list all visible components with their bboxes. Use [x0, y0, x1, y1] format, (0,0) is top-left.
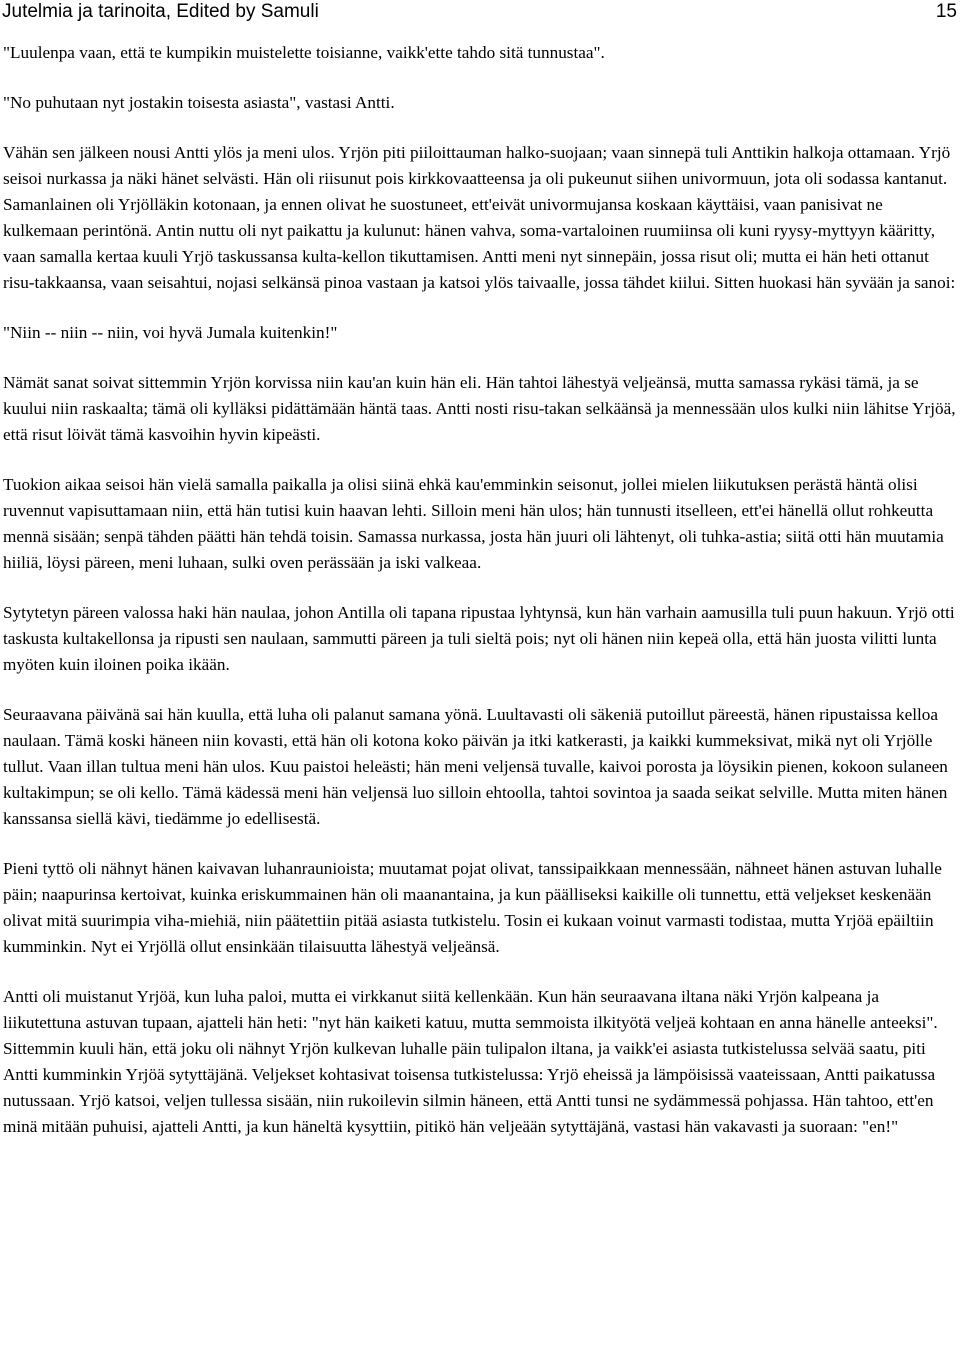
paragraph: Antti oli muistanut Yrjöä, kun luha paloi, mutta ei virkkanut siitä kellenkään. Kun hän seuraavana iltana näki Yrjön kalpeana ja liikutettuna astuvan tupaan, ajatteli hän heti: "nyt hän kaiketi katuu, mutta semmoista ilkityötä veljeä kohtaan en anna hänelle anteeksi". Sittemmin kuuli hän, että joku oli nähnyt Yrjön kulkevan luhalle päin tulipalon iltana, ja vaikk'ei asiasta tutkistelussa selvää saatu, piti Antti kumminkin Yrjöä sytyttäjänä. Veljekset kohtasivat toisensa tutkistelussa: Yrjö eheissä ja lämpöisissä vaateissaan, Antti paikatussa nutussaan. Yrjö katsoi, veljen tullessa sisään, niin rukoilevin silmin häneen, että Antti tunsi ne sydämmessä pohjassa. Hän tahtoo, ett'en minä mitään puhuisi, ajatteli Antti, ja kun häneltä kysyttiin, pitikö hän veljeään sytyttäjänä, vastasi hän vakavasti ja suoraan: "en!" [3, 987, 938, 1136]
page-header [0, 0, 960, 24]
page-number: 15 [935, 1, 957, 22]
document-body [3, 40, 957, 1140]
paragraph: "Niin -- niin -- niin, voi hyvä Jumala kuitenkin!" [3, 323, 338, 342]
paragraph: "Luulenpa vaan, että te kumpikin muistelette toisianne, vaikk'ette tahdo sitä tunnustaa". [3, 43, 605, 62]
header-title: Jutelmia ja tarinoita, Edited by Samuli [2, 1, 319, 22]
paragraph: Tuokion aikaa seisoi hän vielä samalla paikalla ja olisi siinä ehkä kau'emminkin seisonut, jollei mielen liikutuksen perästä häntä olisi ruvennut vapisuttamaan niin, että hän tutisi kuin haavan lehti. Silloin meni hän ulos; hän tunnusti itselleen, ett'ei hänellä ollut rohkeutta mennä sisään; senpä tähden päätti hän tehdä toisin. Samassa nurkassa, josta hän juuri oli lähtenyt, oli tuhka-astia; siitä otti hän muutamia hiiliä, löysi päreen, meni luhaan, sulki oven perässään ja iski valkeaa. [3, 475, 944, 572]
paragraph: Nämät sanat soivat sittemmin Yrjön korvissa niin kau'an kuin hän eli. Hän tahtoi lähestyä veljeänsä, mutta samassa rykäsi tämä, ja se kuului niin raskaalta; tämä oli kylläksi pidättämään häntä taas. Antti nosti risu-takan selkäänsä ja mennessään ulos kulki niin lähitse Yrjöä, että risut löivät tämä kasvoihin hyvin kipeästi. [3, 373, 956, 444]
paragraph: "No puhutaan nyt jostakin toisesta asiasta", vastasi Antti. [3, 93, 395, 112]
paragraph: Seuraavana päivänä sai hän kuulla, että luha oli palanut samana yönä. Luultavasti oli säkeniä putoillut päreestä, hänen ripustaissa kelloa naulaan. Tämä koski häneen niin kovasti, että hän oli kotona koko päivän ja itki katkerasti, ja kaikki kummeksivat, mikä nyt oli Yrjölle tullut. Vaan illan tultua meni hän ulos. Kuu paistoi heleästi; hän meni veljensä tuvalle, kaivoi porosta ja löysikin pienen, kokoon sulaneen kultakimpun; se oli kello. Tämä kädessä meni hän veljensä luo silloin ehtoolla, tahtoi sovintoa ja saada seikat selville. Mutta miten hänen kanssansa siellä kävi, tiedämme jo edellisestä. [3, 705, 948, 828]
paragraph: Pieni tyttö oli nähnyt hänen kaivavan luhanraunioista; muutamat pojat olivat, tanssipaikkaan mennessään, nähneet hänen astuvan luhalle päin; naapurinsa kertoivat, kuinka eriskummainen hän oli maanantaina, ja kun päälliseksi kaikille oli tunnettu, että veljekset keskenään olivat mitä suurimpia viha-miehiä, niin päätettiin pitää asiasta tutkistelu. Tosin ei kukaan voinut varmasti todistaa, mutta Yrjöä epäiltiin kumminkin. Nyt ei Yrjöllä ollut ensinkään tilaisuutta lähestyä veljeänsä. [3, 859, 942, 956]
paragraph: Sytytetyn päreen valossa haki hän naulaa, johon Antilla oli tapana ripustaa lyhtynsä, kun hän varhain aamusilla tuli puun hakuun. Yrjö otti taskusta kultakellonsa ja ripusti sen naulaan, sammutti päreen ja tuli sieltä pois; nyt oli hänen niin kepeä olla, että hän juosta vilitti lunta myöten kuin iloinen poika ikään. [3, 603, 955, 674]
paragraph: Vähän sen jälkeen nousi Antti ylös ja meni ulos. Yrjön piti piiloittauman halko-suojaan; vaan sinnepä tuli Anttikin halkoja ottamaan. Yrjö seisoi nurkassa ja näki hänet selvästi. Hän oli riisunut pois kirkkovaatteensa ja oli pukeunut siihen univormuun, jota oli sodassa kantanut. Samanlainen oli Yrjölläkin kotonaan, ja ennen olivat he suostuneet, ett'eivät univormujansa koskaan käyttäisi, vaan panisivat ne kulkemaan perintönä. Antin nuttu oli nyt paikattu ja kulunut: hänen vahva, soma-vartaloinen ruumiinsa oli kuni ryysy-myttyyn kääritty, vaan samalla kertaa kuuli Yrjö taskussansa kulta-kellon tikuttamisen. Antti meni nyt sinnepäin, jossa risut oli; mutta ei hän heti ottanut risu-takkaansa, vaan seisahtui, nojasi selkänsä pinoa vastaan ja katsoi ylös taivaalle, jossa tähdet kiilui. Sitten huokasi hän syvään ja sanoi: [3, 143, 956, 292]
